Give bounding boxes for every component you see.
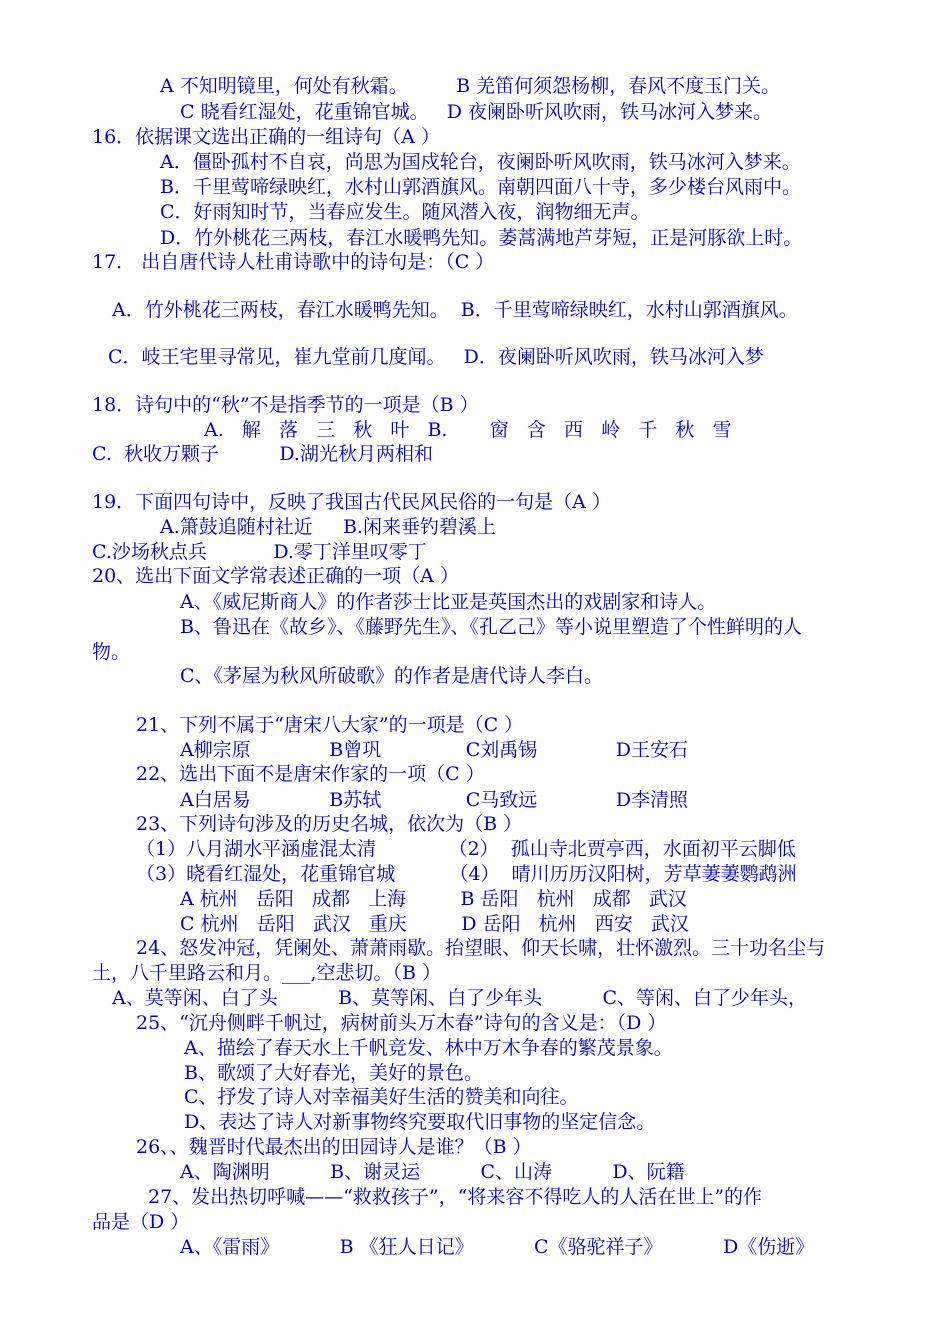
- q24-question: 24、怒发冲冠，凭阑处、萧萧雨歇。抬望眼、仰天长啸，壮怀激烈。三十功名尘与: [136, 937, 826, 959]
- q25-option-d: D、表达了诗人对新事物终究要取代旧事物的坚定信念。: [184, 1111, 656, 1133]
- q21-options: A柳宗原 B曾巩 C刘禹锡 D王安石: [180, 739, 689, 761]
- q17-options-cd: C．岐王宅里寻常见，崔九堂前几度闻。 D．夜阑卧听风吹雨，铁马冰河入梦: [108, 346, 764, 368]
- q25-option-c: C、抒发了诗人对幸福美好生活的赞美和向往。: [184, 1086, 579, 1108]
- q20-option-b-cont: 物。: [92, 641, 131, 663]
- q26-options: A、陶渊明 B、谢灵运 C、山涛 D、阮籍: [180, 1161, 685, 1183]
- q16-question: 16．依据课文选出正确的一组诗句（A ）: [92, 126, 440, 148]
- q15-options-cd: C 晓看红湿处，花重锦官城。 D 夜阑卧听风吹雨，铁马冰河入梦来。: [180, 101, 772, 123]
- q22-question: 22、选出下面不是唐宋作家的一项（C ）: [136, 763, 485, 785]
- q23-options-ab: A 杭州 岳阳 成都 上海 B 岳阳 杭州 成都 武汉: [180, 888, 687, 910]
- q16-option-a: A．僵卧孤村不自哀，尚思为国戍轮台，夜阑卧听风吹雨，铁马冰河入梦来。: [160, 151, 801, 173]
- q20-option-b: B、鲁迅在《故乡》、《藤野先生》、《孔乙己》等小说里塑造了个性鲜明的人: [180, 616, 802, 638]
- q24-options: A、莫等闲、白了头 B、莫等闲、白了少年头 C、等闲、白了少年头，: [112, 987, 808, 1009]
- q18-options-cd: C. 秋收万颗子 D.湖光秋月两相和: [92, 443, 433, 465]
- q17-options-ab: A．竹外桃花三两枝，春江水暖鸭先知。 B．千里莺啼绿映红，水村山郭酒旗风。: [112, 299, 798, 321]
- q20-question: 20、选出下面文学常表述正确的一项（A ）: [92, 565, 459, 587]
- q22-options: A白居易 B苏轼 C马致远 D李清照: [180, 789, 689, 811]
- q18-question: 18．诗句中的“秋”不是指季节的一项是（B ）: [92, 394, 479, 416]
- q27-question-cont: 品是（D ）: [92, 1211, 190, 1233]
- q25-question: 25、“沉舟侧畔千帆过，病树前头万木春”诗句的含义是：（D ）: [136, 1012, 667, 1034]
- q23-question: 23、下列诗句涉及的历史名城，依次为（B ）: [136, 813, 523, 835]
- q18-options-ab: A. 解 落 三 秋 叶 B. 窗 含 西 岭 千 秋 雪: [204, 419, 732, 441]
- q23-poems-3-4: （3）晓看红湿处，花重锦官城 （4） 晴川历历汉阳树，芳草萋萋鹦鹉洲: [136, 863, 797, 885]
- q24-question-cont: 土，八千里路云和月。___,空悲切。（B ）: [92, 962, 442, 984]
- q25-option-a: A、描绘了春天水上千帆竞发、林中万木争春的繁茂景象。: [184, 1037, 673, 1059]
- q20-option-a: A、《威尼斯商人》的作者莎士比亚是英国杰出的戏剧家和诗人。: [180, 591, 717, 613]
- q26-question: 26、、魏晋时代最杰出的田园诗人是谁？（B ）: [136, 1136, 532, 1158]
- q15-options-ab: A 不知明镜里，何处有秋霜。 B 羌笛何须怨杨柳，春风不度玉门关。: [160, 75, 781, 97]
- q27-question: 27、发出热切呼喊——“救救孩子”，“将来容不得吃人的人活在世上”的作: [148, 1186, 763, 1208]
- q19-question: 19．下面四句诗中，反映了我国古代民风民俗的一句是（A ）: [92, 491, 611, 513]
- q16-option-c: C．好雨知时节，当春应发生。随风潜入夜，润物细无声。: [160, 201, 650, 223]
- q17-question: 17． 出自唐代诗人杜甫诗歌中的诗句是：（C ）: [92, 251, 495, 273]
- q23-options-cd: C 杭州 岳阳 武汉 重庆 D 岳阳 杭州 西安 武汉: [180, 913, 689, 935]
- q21-question: 21、下列不属于“唐宋八大家”的一项是（C ）: [136, 714, 524, 736]
- q19-options-ab: A.箫鼓追随村社近 B.闲来垂钓碧溪上: [160, 516, 496, 538]
- q25-option-b: B、歌颂了大好春光，美好的景色。: [184, 1062, 483, 1084]
- q16-option-b: B．千里莺啼绿映红，水村山郭酒旗风。南朝四面八十寺，多少楼台风雨中。: [160, 176, 801, 198]
- q20-option-c: C、《茅屋为秋风所破歌》的作者是唐代诗人李白。: [180, 665, 604, 687]
- q16-option-d: D．竹外桃花三两枝，春江水暖鸭先知。萎蒿满地芦芽短，正是河豚欲上时。: [160, 227, 803, 249]
- q19-options-cd: C.沙场秋点兵 D.零丁洋里叹零丁: [92, 541, 427, 563]
- q27-options: A、《雷雨》 B 《狂人日记》 C《骆驼祥子》 D《伤逝》: [180, 1236, 815, 1258]
- q23-poems-1-2: （1）八月湖水平涵虚混太清 （2） 孤山寺北贾亭西，水面初平云脚低: [136, 838, 796, 860]
